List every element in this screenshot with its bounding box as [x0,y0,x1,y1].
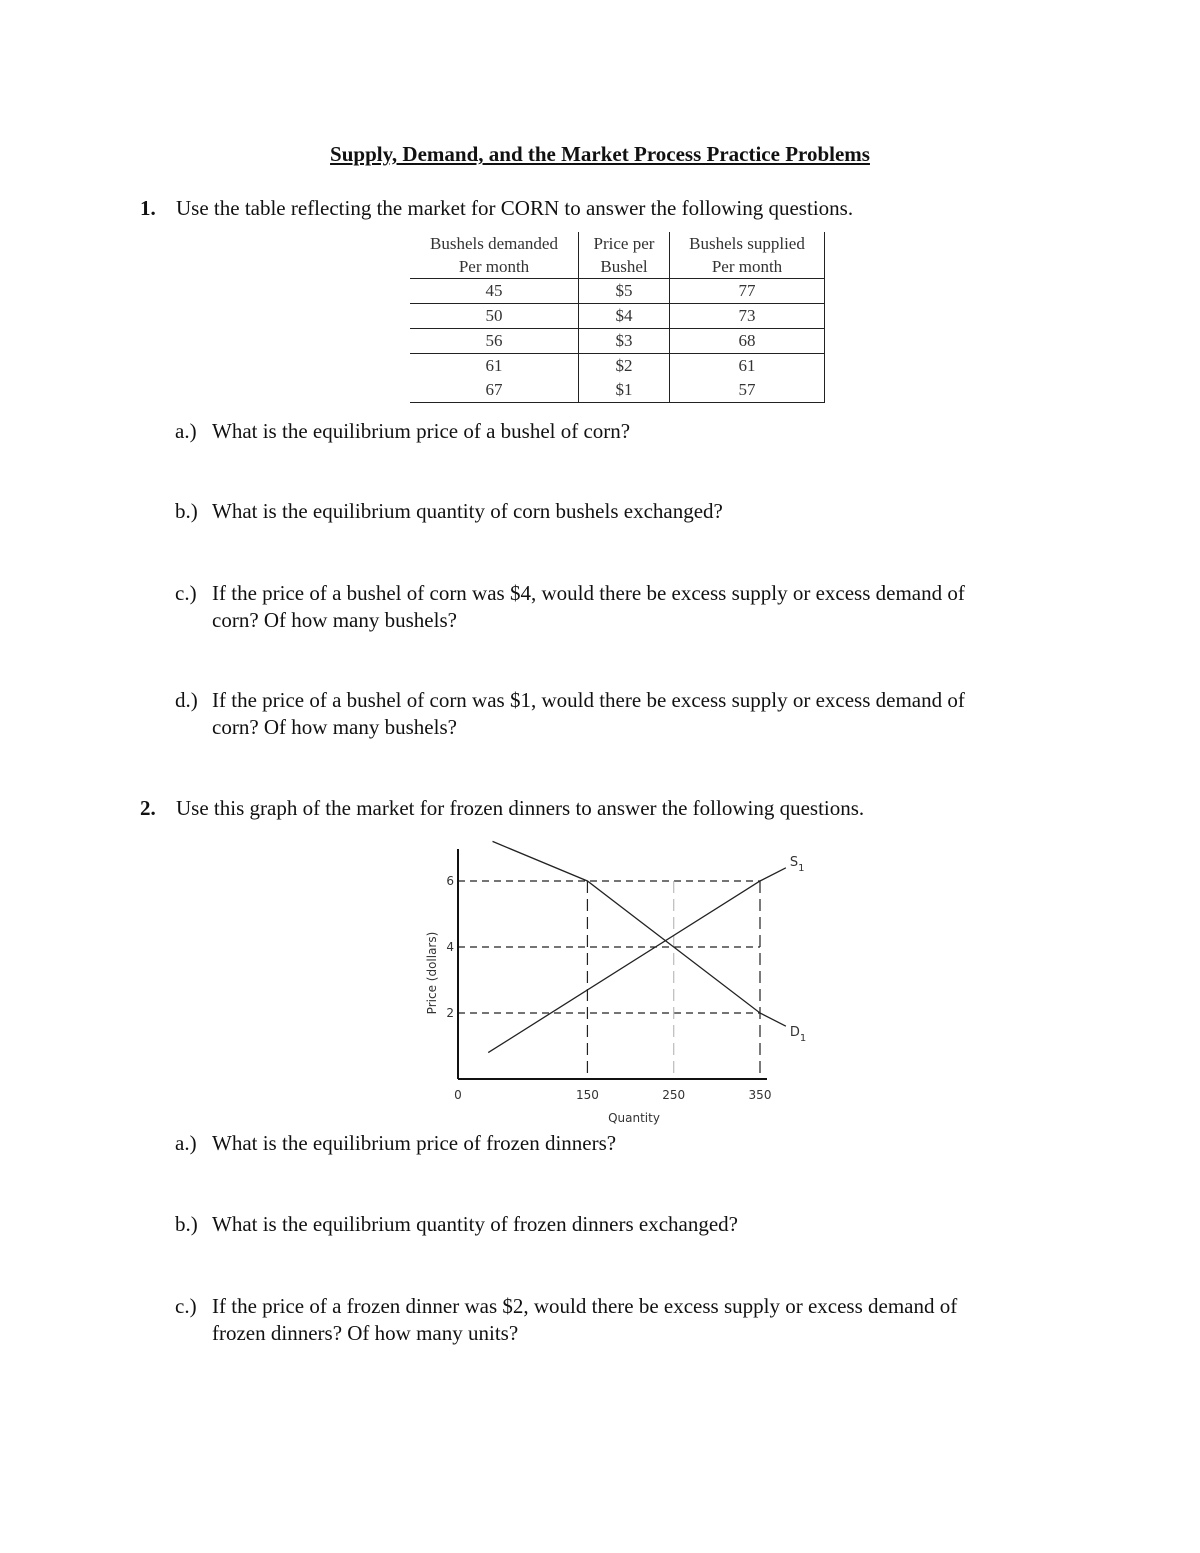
question-text: Use this graph of the market for frozen dinners to answer the following questions. [176,796,865,820]
sub-text-line2: corn? Of how many bushels? [212,715,457,739]
header-per-month-supply: Per month [670,255,825,279]
curve-label-subscript: 1 [798,862,805,874]
question-1c [175,580,1075,634]
header-bushels-supplied: Bushels supplied [670,232,825,255]
cell-supplied: 57 [670,378,825,403]
header-bushel: Bushel [579,255,670,279]
sub-text-line2: corn? Of how many bushels? [212,608,457,632]
cell-price: $4 [579,304,670,329]
table-row [410,279,825,304]
y-tick-label: 4 [446,940,454,954]
cell-supplied: 73 [670,304,825,329]
table-row [410,354,825,379]
y-axis-label: Price (dollars) [425,931,439,1015]
cell-demanded: 45 [410,279,579,304]
question-1 [140,196,853,221]
table-row [410,329,825,354]
cell-demanded: 56 [410,329,579,354]
sub-text-line1: If the price of a bushel of corn was $4, would there be excess supply or excess demand of [212,581,965,605]
cell-price: $3 [579,329,670,354]
curve-label-letter: S [789,854,799,870]
origin-label: 0 [454,1088,462,1102]
sub-label: a.) [175,1131,197,1155]
cell-demanded: 50 [410,304,579,329]
question-number: 2. [140,796,156,820]
question-2a [175,1130,1075,1157]
sub-text-line2: frozen dinners? Of how many units? [212,1321,519,1345]
curve-label-subscript: 1 [799,1033,807,1045]
curve-s1 [488,868,786,1053]
sub-label: b.) [175,1212,198,1236]
sub-label: b.) [175,499,198,523]
curve-label-s1 [790,855,805,874]
chart-labels [446,855,806,1102]
question-number: 1. [140,196,156,220]
question-2c [175,1293,1075,1347]
table-row [410,304,825,329]
cell-demanded: 67 [410,378,579,403]
cell-price: $1 [579,378,670,403]
y-tick-label: 2 [446,1006,454,1020]
sub-label: a.) [175,419,197,443]
sub-label: c.) [175,1294,197,1318]
sub-label: c.) [175,581,197,605]
cell-price: $5 [579,279,670,304]
sub-text: What is the equilibrium quantity of corn bushels exchanged? [212,499,723,523]
curve-label-d1 [790,1025,806,1044]
sub-text-line1: If the price of a frozen dinner was $2, would there be excess supply or excess demand of [212,1294,958,1318]
question-text: Use the table reflecting the market for CORN to answer the following questions. [176,196,854,220]
question-1d [175,687,1075,741]
question-1b [175,498,1075,525]
cell-supplied: 77 [670,279,825,304]
sub-text: What is the equilibrium quantity of frozen dinners exchanged? [212,1212,738,1236]
question-1a [175,418,1075,445]
header-price-per: Price per [579,232,670,255]
sub-label: d.) [175,688,198,712]
curve-d1 [493,841,786,1026]
cell-price: $2 [579,354,670,379]
cell-demanded: 61 [410,354,579,379]
sub-text-line1: If the price of a bushel of corn was $1, would there be excess supply or excess demand of [212,688,965,712]
table-row [410,378,825,403]
page-title: Supply, Demand, and the Market Process Practice Problems [330,142,870,166]
x-tick-label: 250 [662,1088,686,1102]
frozen-dinners-chart [420,835,807,1130]
question-2 [140,796,864,821]
chart-guides [458,881,760,1079]
x-tick-label: 150 [575,1088,599,1102]
cell-supplied: 68 [670,329,825,354]
header-per-month-demand: Per month [410,255,579,279]
question-2b [175,1211,1075,1238]
y-tick-label: 6 [446,874,454,888]
sub-text: What is the equilibrium price of frozen dinners? [212,1131,617,1155]
x-axis-label: Quantity [608,1111,660,1125]
cell-supplied: 61 [670,354,825,379]
corn-market-table [410,232,825,403]
x-tick-label: 350 [748,1088,772,1102]
sub-text: What is the equilibrium price of a bushel of corn? [212,419,631,443]
header-bushels-demanded: Bushels demanded [410,232,579,255]
curve-label-letter: D [789,1025,800,1041]
